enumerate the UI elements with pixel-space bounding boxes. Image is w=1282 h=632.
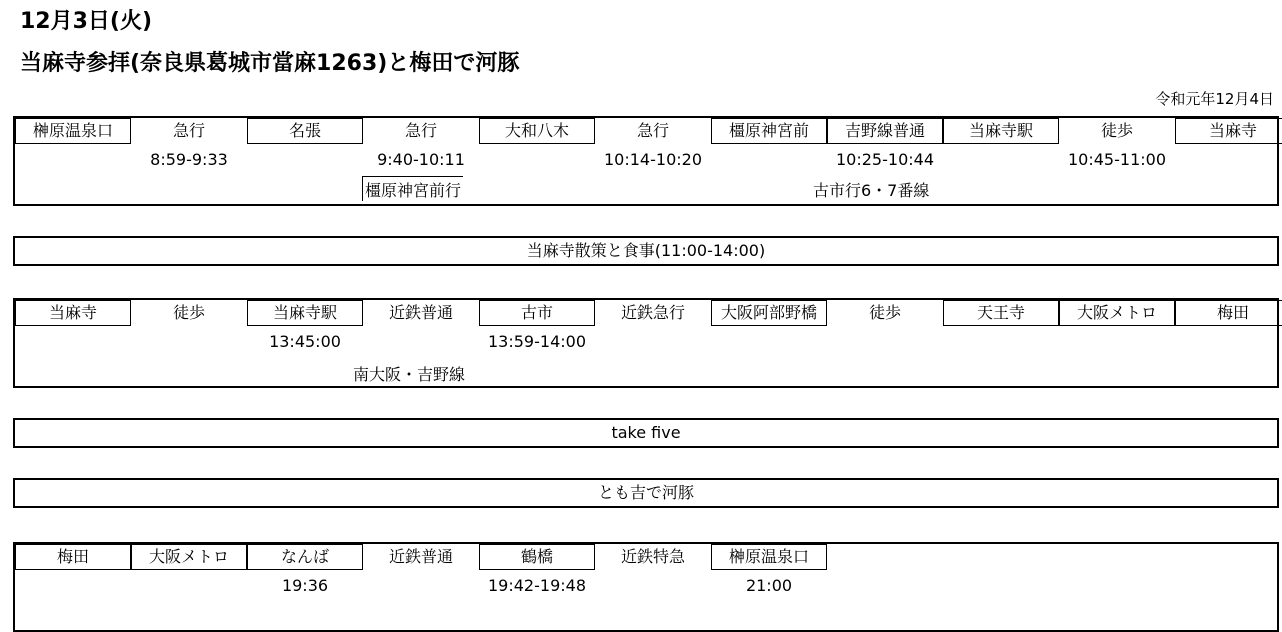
line-cell: 大阪メトロ [1059, 300, 1175, 326]
line-cell: 大阪メトロ [131, 544, 247, 570]
station-cell: 榊原温泉口 [711, 544, 827, 570]
route-note: 古市行6・7番線 [813, 181, 930, 200]
time-cell [943, 150, 1059, 169]
time-row [15, 576, 827, 595]
time-cell: 13:45:00 [269, 332, 341, 351]
time-cell: 19:42-19:48 [488, 576, 586, 595]
date-heading: 12月3日(火) [20, 9, 153, 34]
time-cell [15, 576, 131, 595]
time-cell [15, 332, 131, 351]
time-cell [827, 332, 943, 351]
line-cell: 徒歩 [868, 303, 901, 322]
line-cell: 徒歩 [172, 303, 205, 322]
time-cell: 10:45-11:00 [1068, 150, 1166, 169]
route-row [15, 118, 1282, 144]
line-cell: 近鉄特急 [620, 547, 685, 566]
line-cell: 急行 [636, 121, 669, 140]
time-cell [131, 576, 247, 595]
route-row [15, 300, 1282, 326]
station-cell: 当麻寺駅 [943, 118, 1059, 144]
station-cell: 大和八木 [479, 118, 595, 144]
station-cell: 榊原温泉口 [15, 118, 131, 144]
time-cell [247, 150, 363, 169]
time-cell [1175, 150, 1282, 169]
route-block-evening [13, 542, 1279, 632]
time-cell [131, 332, 247, 351]
time-cell: 13:59-14:00 [488, 332, 586, 351]
line-cell: 近鉄普通 [388, 547, 453, 566]
time-cell: 21:00 [745, 576, 793, 595]
line-cell: 近鉄普通 [388, 303, 453, 322]
station-cell: 古市 [479, 300, 595, 326]
time-cell: 10:14-10:20 [604, 150, 702, 169]
route-note: 南大阪・吉野線 [353, 365, 466, 384]
time-cell [943, 332, 1059, 351]
activity-bar: 当麻寺散策と食事(11:00-14:00) [13, 236, 1279, 266]
line-cell: 急行 [172, 121, 205, 140]
line-cell: 急行 [404, 121, 437, 140]
line-cell: 徒歩 [1100, 121, 1133, 140]
station-cell: 天王寺 [943, 300, 1059, 326]
activity-bar: とも吉で河豚 [13, 478, 1279, 508]
time-cell [595, 332, 711, 351]
station-cell: なんば [247, 544, 363, 570]
time-cell: 10:25-10:44 [836, 150, 934, 169]
time-cell [479, 150, 595, 169]
time-cell [363, 332, 479, 351]
written-date: 令和元年12月4日 [1155, 90, 1274, 108]
time-row [15, 332, 1282, 351]
time-cell [363, 576, 479, 595]
time-cell: 9:40-10:11 [377, 150, 465, 169]
station-cell: 梅田 [15, 544, 131, 570]
station-cell: 大阪阿部野橋 [711, 300, 827, 326]
time-cell [595, 576, 711, 595]
route-block-afternoon [13, 298, 1279, 388]
time-cell [711, 332, 827, 351]
station-cell: 当麻寺 [15, 300, 131, 326]
activity-bar: take five [13, 418, 1279, 448]
station-cell: 鶴橋 [479, 544, 595, 570]
page-title: 当麻寺参拝(奈良県葛城市當麻1263)と梅田で河豚 [20, 51, 520, 76]
station-cell: 当麻寺 [1175, 118, 1282, 144]
line-cell: 吉野線普通 [827, 118, 943, 144]
route-block-morning [13, 116, 1279, 206]
station-cell: 名張 [247, 118, 363, 144]
time-cell [711, 150, 827, 169]
time-cell: 19:36 [281, 576, 329, 595]
station-cell: 梅田 [1175, 300, 1282, 326]
time-cell [15, 150, 131, 169]
route-row [15, 544, 827, 570]
time-cell [1059, 332, 1175, 351]
line-cell: 近鉄急行 [620, 303, 685, 322]
station-cell: 橿原神宮前 [711, 118, 827, 144]
time-cell [1175, 332, 1282, 351]
time-row [15, 150, 1282, 169]
route-note: 橿原神宮前行 [362, 176, 463, 201]
time-cell: 8:59-9:33 [150, 150, 228, 169]
station-cell: 当麻寺駅 [247, 300, 363, 326]
